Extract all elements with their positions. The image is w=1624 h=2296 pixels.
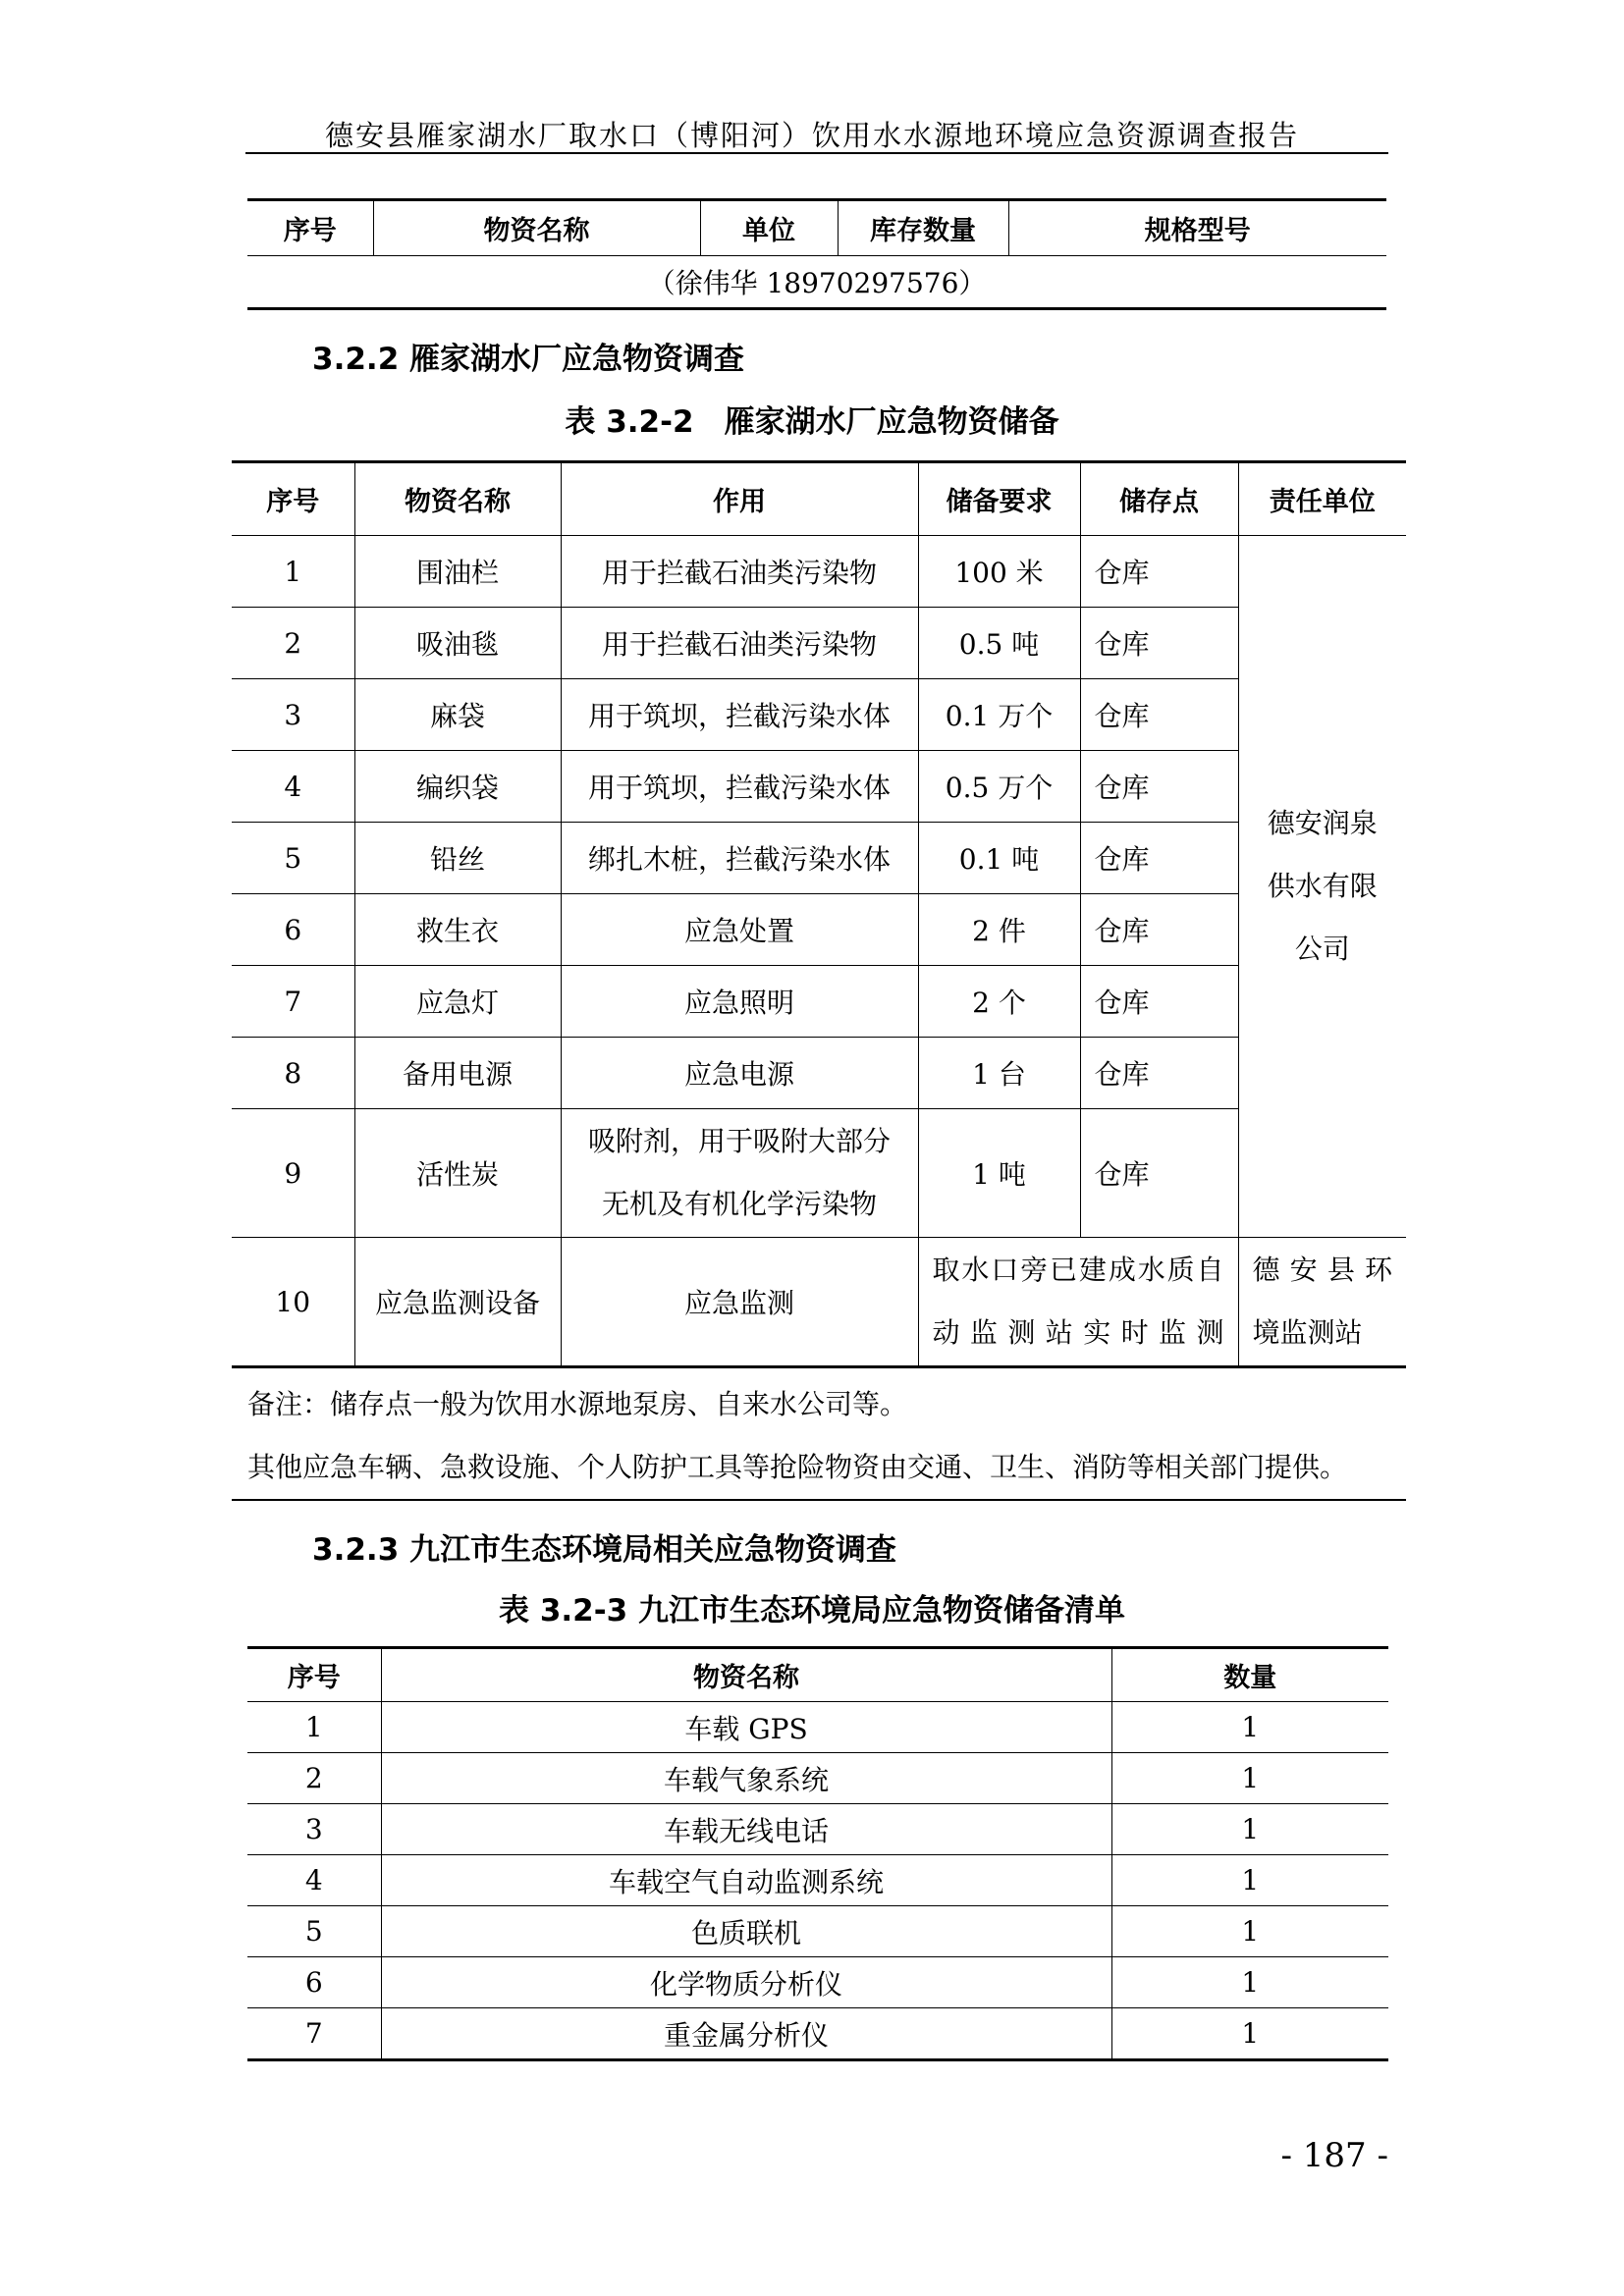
cell-responsible [1238, 1238, 1406, 1367]
cell-use: 应急照明 [561, 966, 918, 1038]
cell-storage: 仓库 [1080, 1038, 1238, 1109]
cell-no: 7 [232, 966, 354, 1038]
cell-requirement: 1 吨 [918, 1109, 1080, 1238]
waterworks-materials-table [232, 460, 1406, 1368]
cell-storage: 仓库 [1080, 1109, 1238, 1238]
cell-no: 1 [232, 536, 354, 608]
cell-responsible-merged [1238, 536, 1406, 1238]
cell-use [561, 1109, 918, 1238]
table-row [232, 679, 1406, 751]
table-row [247, 1753, 1388, 1804]
cell-name: 色质联机 [381, 1906, 1111, 1957]
table-header-row [247, 200, 1386, 256]
table-row [232, 1109, 1406, 1238]
cell-no: 1 [247, 1702, 381, 1753]
cell-requirement: 2 件 [918, 894, 1080, 966]
col-header-no: 序号 [247, 1648, 381, 1702]
cell-requirement: 0.1 万个 [918, 679, 1080, 751]
cell-no: 6 [232, 894, 354, 966]
cell-no: 6 [247, 1957, 381, 2008]
cell-use: 用于拦截石油类污染物 [561, 536, 918, 608]
cell-qty: 1 [1111, 1753, 1388, 1804]
table-row [232, 823, 1406, 894]
cell-storage: 仓库 [1080, 608, 1238, 679]
table-row [247, 1957, 1388, 2008]
table-row [247, 1702, 1388, 1753]
cell-name: 化学物质分析仪 [381, 1957, 1111, 2008]
cell-storage: 仓库 [1080, 966, 1238, 1038]
cell-no: 9 [232, 1109, 354, 1238]
cell-name: 围油栏 [354, 536, 561, 608]
cell-requirement: 0.1 吨 [918, 823, 1080, 894]
cell-requirement-merged [918, 1238, 1238, 1367]
section-heading-322: 3.2.2 雁家湖水厂应急物资调查 [312, 342, 745, 377]
table-header-row [232, 462, 1406, 536]
col-header-name: 物资名称 [354, 462, 561, 536]
cell-name: 车载气象系统 [381, 1753, 1111, 1804]
cell-no: 3 [247, 1804, 381, 1855]
table-row [232, 608, 1406, 679]
col-header-stock: 库存数量 [838, 200, 1008, 256]
cell-name: 应急灯 [354, 966, 561, 1038]
cell-storage: 仓库 [1080, 894, 1238, 966]
cell-name: 吸油毯 [354, 608, 561, 679]
cell-no: 5 [232, 823, 354, 894]
table-row [232, 751, 1406, 823]
responsible-line: 德安县环 [1252, 1254, 1392, 1286]
table-row [232, 966, 1406, 1038]
cell-storage: 仓库 [1080, 536, 1238, 608]
page-number: - 187 - [1280, 2136, 1388, 2175]
cell-no: 4 [247, 1855, 381, 1906]
col-header-no: 序号 [232, 462, 354, 536]
responsible-line: 公司 [1294, 933, 1350, 965]
col-header-responsible: 责任单位 [1238, 462, 1406, 536]
cell-no: 4 [232, 751, 354, 823]
cell-use: 用于拦截石油类污染物 [561, 608, 918, 679]
cell-name: 应急监测设备 [354, 1238, 561, 1367]
cell-no: 3 [232, 679, 354, 751]
cell-name: 车载空气自动监测系统 [381, 1855, 1111, 1906]
cell-name: 车载 GPS [381, 1702, 1111, 1753]
table-row [247, 1804, 1388, 1855]
running-header: 德安县雁家湖水厂取水口（博阳河）饮用水水源地环境应急资源调查报告 [324, 119, 1299, 152]
cell-storage: 仓库 [1080, 679, 1238, 751]
cell-use: 用于筑坝，拦截污染水体 [561, 751, 918, 823]
cell-qty: 1 [1111, 1906, 1388, 1957]
col-header-requirement: 储备要求 [918, 462, 1080, 536]
table-row [232, 1038, 1406, 1109]
divider [232, 1499, 1406, 1501]
use-line: 吸附剂，用于吸附大部分 [587, 1125, 891, 1157]
cell-no: 7 [247, 2008, 381, 2060]
cell-storage: 仓库 [1080, 751, 1238, 823]
cell-no: 2 [247, 1753, 381, 1804]
cell-name: 铅丝 [354, 823, 561, 894]
table-row [247, 1906, 1388, 1957]
col-header-qty: 数量 [1111, 1648, 1388, 1702]
table-row [247, 2008, 1388, 2060]
bureau-materials-table [247, 1646, 1388, 2061]
cell-requirement: 0.5 吨 [918, 608, 1080, 679]
requirement-line: 动监测站实时监测 [932, 1316, 1224, 1349]
cell-use: 用于筑坝，拦截污染水体 [561, 679, 918, 751]
cell-name: 救生衣 [354, 894, 561, 966]
cell-qty: 1 [1111, 1957, 1388, 2008]
cell-qty: 1 [1111, 2008, 1388, 2060]
cell-use: 绑扎木桩，拦截污染水体 [561, 823, 918, 894]
cell-no: 5 [247, 1906, 381, 1957]
use-line: 无机及有机化学污染物 [601, 1188, 877, 1220]
table-row [232, 1238, 1406, 1367]
table-caption-323: 表 3.2-3 九江市生态环境局应急物资储备清单 [499, 1593, 1125, 1629]
cell-use: 应急电源 [561, 1038, 918, 1109]
cell-name: 备用电源 [354, 1038, 561, 1109]
cell-qty: 1 [1111, 1804, 1388, 1855]
cell-name: 编织袋 [354, 751, 561, 823]
requirement-line: 取水口旁已建成水质自 [932, 1254, 1224, 1286]
responsible-line: 德安润泉 [1267, 807, 1378, 839]
note-storage: 备注：储存点一般为饮用水源地泵房、自来水公司等。 [247, 1388, 908, 1420]
table-row [232, 894, 1406, 966]
cell-no: 8 [232, 1038, 354, 1109]
table-row [247, 1855, 1388, 1906]
table-caption-322: 表 3.2-2 雁家湖水厂应急物资储备 [565, 404, 1059, 440]
table-row [232, 536, 1406, 608]
materials-table-continued [247, 198, 1386, 310]
responsible-line: 境监测站 [1252, 1316, 1363, 1349]
responsible-line: 供水有限 [1267, 870, 1378, 902]
cell-qty: 1 [1111, 1855, 1388, 1906]
cell-qty: 1 [1111, 1702, 1388, 1753]
cell-name: 麻袋 [354, 679, 561, 751]
col-header-spec: 规格型号 [1008, 200, 1386, 256]
table-header-row [247, 1648, 1388, 1702]
cell-requirement: 0.5 万个 [918, 751, 1080, 823]
note-other-supplies: 其他应急车辆、急救设施、个人防护工具等抢险物资由交通、卫生、消防等相关部门提供。 [247, 1451, 1348, 1483]
cell-storage: 仓库 [1080, 823, 1238, 894]
cell-name: 车载无线电话 [381, 1804, 1111, 1855]
section-heading-323: 3.2.3 九江市生态环境局相关应急物资调查 [312, 1532, 897, 1568]
col-header-unit: 单位 [700, 200, 838, 256]
cell-name: 活性炭 [354, 1109, 561, 1238]
col-header-no: 序号 [247, 200, 373, 256]
header-rule [245, 152, 1388, 154]
col-header-storage: 储存点 [1080, 462, 1238, 536]
col-header-name: 物资名称 [381, 1648, 1111, 1702]
cell-no: 2 [232, 608, 354, 679]
cell-requirement: 2 个 [918, 966, 1080, 1038]
cell-use: 应急处置 [561, 894, 918, 966]
cell-requirement: 100 米 [918, 536, 1080, 608]
cell-name: 重金属分析仪 [381, 2008, 1111, 2060]
col-header-name: 物资名称 [373, 200, 700, 256]
cell-use: 应急监测 [561, 1238, 918, 1367]
cell-no: 10 [232, 1238, 354, 1367]
cell-requirement: 1 台 [918, 1038, 1080, 1109]
col-header-use: 作用 [561, 462, 918, 536]
table-row [247, 256, 1386, 309]
contact-note: （徐伟华 18970297576） [647, 267, 987, 299]
